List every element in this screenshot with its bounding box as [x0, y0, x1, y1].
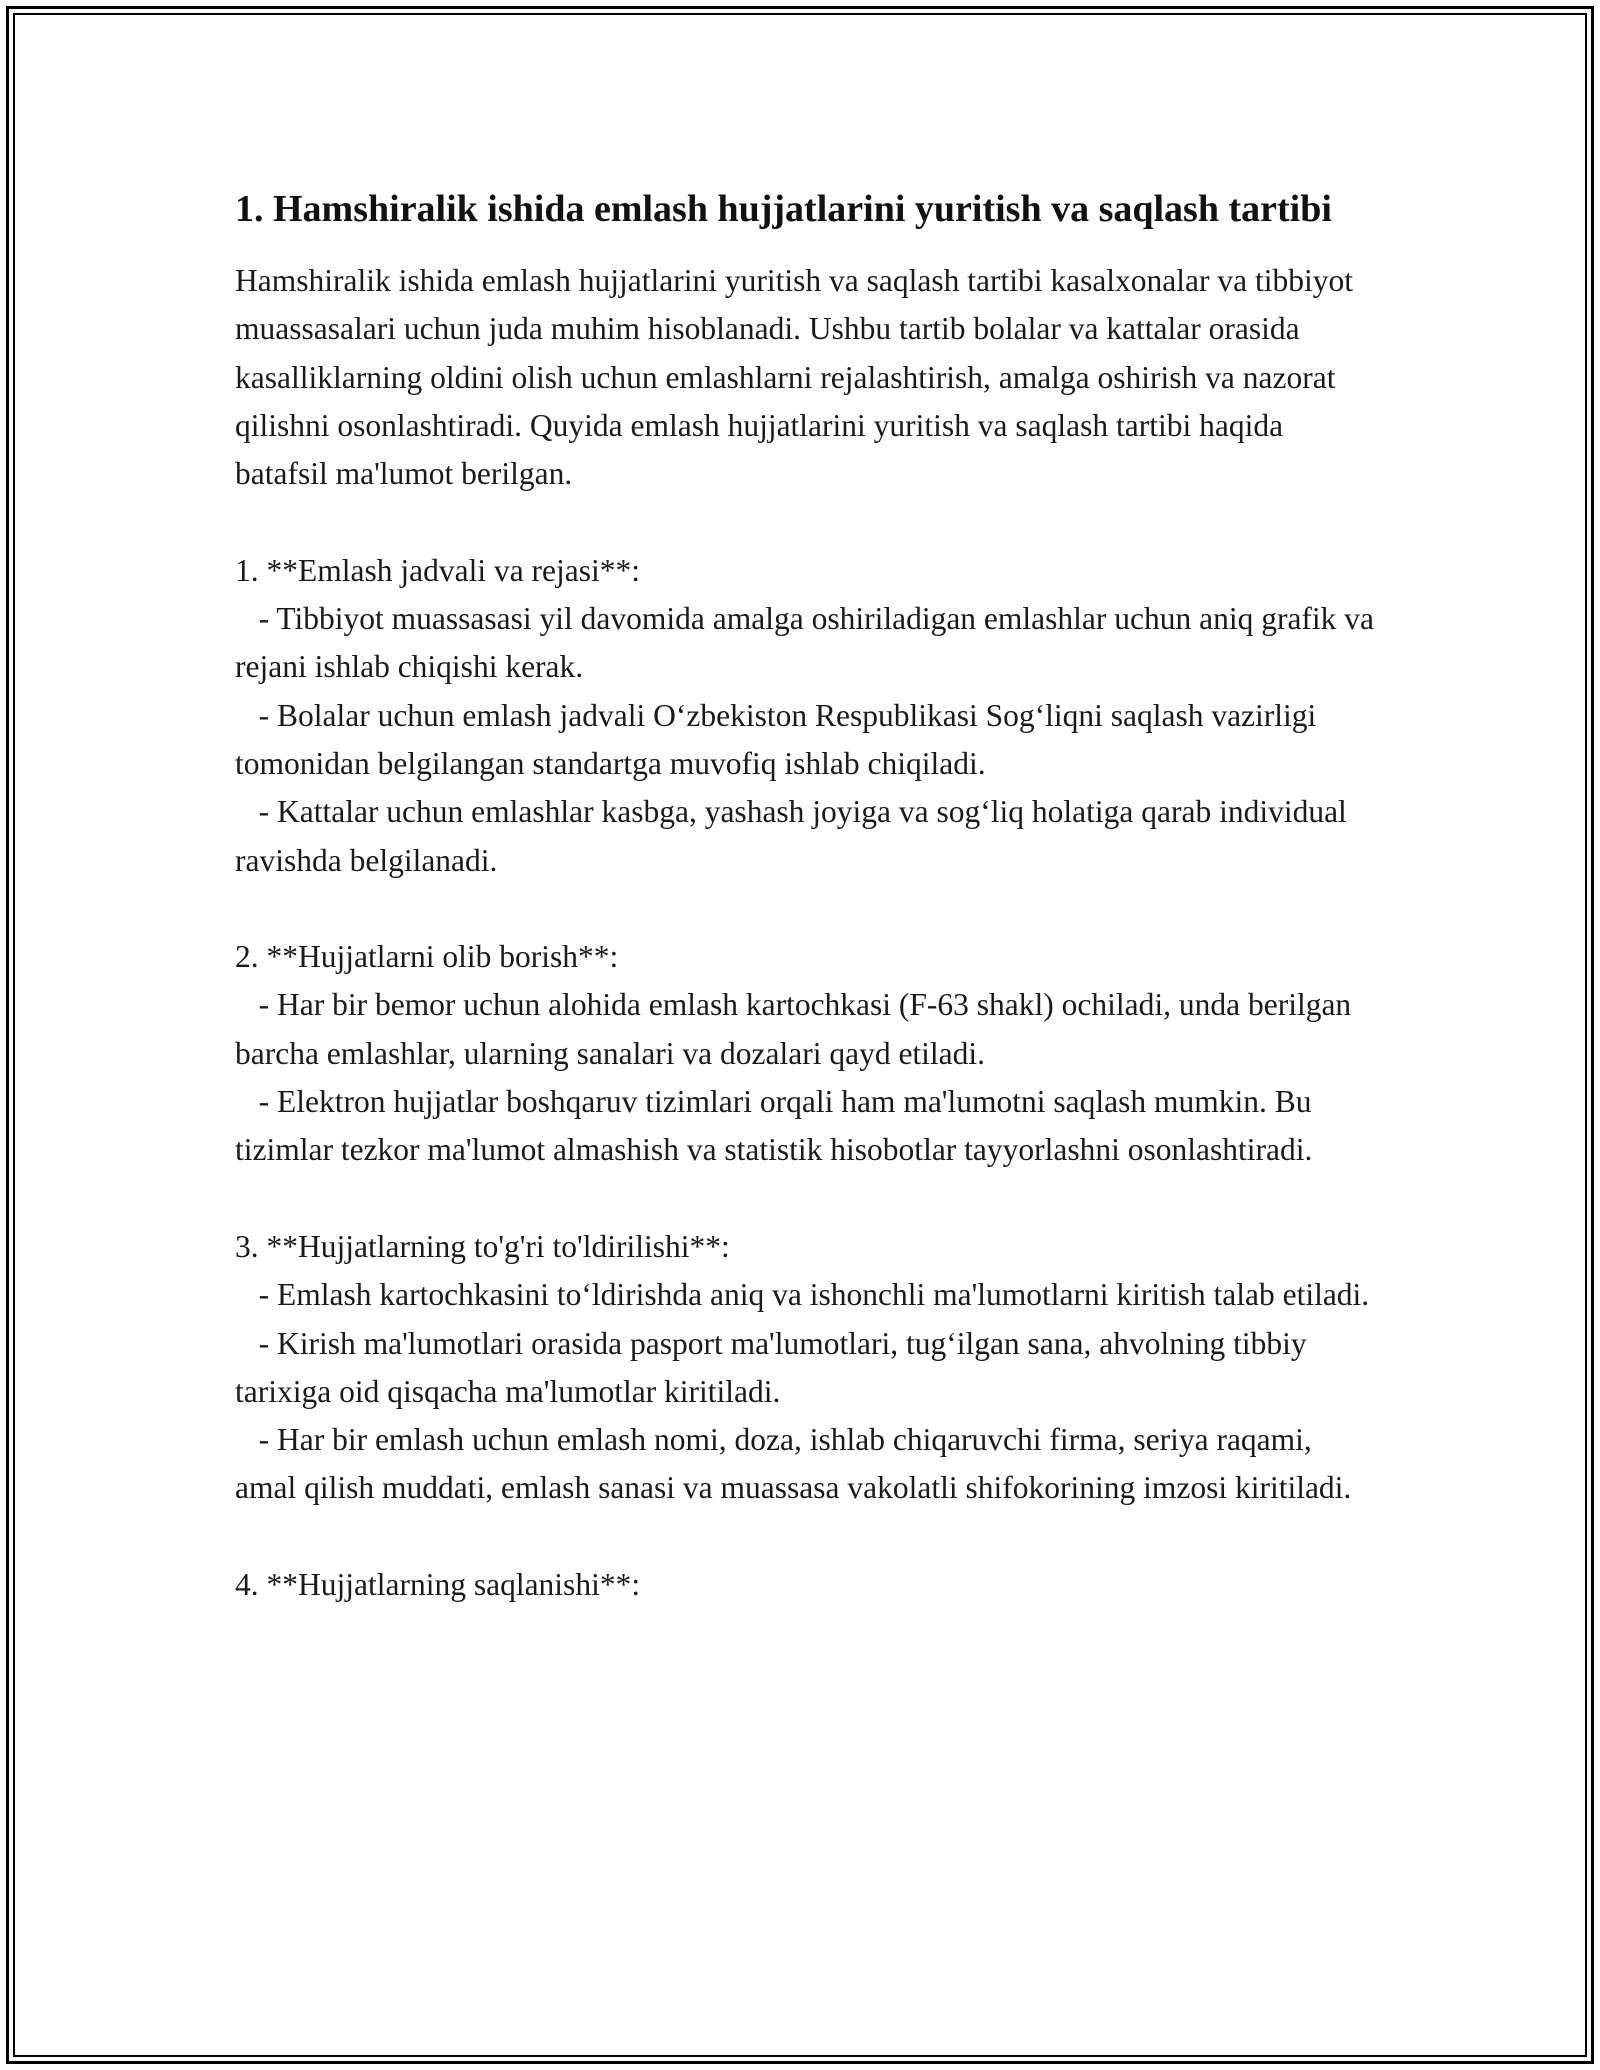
section-heading: 4. **Hujjatlarning saqlanishi**: — [235, 1567, 641, 1603]
section-heading: 3. **Hujjatlarning to'g'ri to'ldirilishi**: — [235, 1228, 730, 1264]
intro-paragraph: Hamshiralik ishida emlash hujjatlarini yuritish va saqlash tartibi kasalxonalar va tibbiyot muassasalari uchun juda muhim hisoblanadi. Ushbu tartib bolalar va kattalar orasida kasalliklarning oldini olish uchun emlashlarni rejalashtirish, amalga oshirish va nazorat qilishni osonlashtiradi. Quyida emlash hujjatlarini yuritish va saqlash tartibi haqida batafsil ma'lumot berilgan. — [235, 263, 1361, 492]
document-body — [235, 182, 1382, 1609]
spacer — [235, 885, 1375, 933]
section-item: - Elektron hujjatlar boshqaruv tizimlari orqali ham ma'lumotni saqlash mumkin. Bu tizimlar tezkor ma'lumot almashish va statistik hisobotlar tayyorlashni osonlashtiradi. — [235, 1084, 1320, 1168]
section-item: - Kirish ma'lumotlari orasida pasport ma'lumotlari, tug‘ilgan sana, ahvolning tibbiy tarixiga oid qisqacha ma'lumotlar kiritiladi. — [235, 1325, 1315, 1409]
section-item: - Kattalar uchun emlashlar kasbga, yashash joyiga va sog‘liq holatiga qarab individual ravishda belgilanadi. — [235, 794, 1355, 878]
section-heading: 2. **Hujjatlarni olib borish**: — [235, 939, 619, 975]
section-4 — [235, 1561, 1375, 1609]
document-title: 1. Hamshiralik ishida emlash hujjatlarini yuritish va saqlash tartibi — [235, 188, 1332, 230]
spacer — [235, 1513, 1375, 1561]
section-item: - Tibbiyot muassasasi yil davomida amalga oshiriladigan emlashlar uchun aniq grafik va rejani ishlab chiqishi kerak. — [235, 601, 1382, 685]
section-item: - Har bir bemor uchun alohida emlash kartochkasi (F-63 shakl) ochiladi, unda berilgan barcha emlashlar, ularning sanalari va dozalari qayd etiladi. — [235, 987, 1360, 1071]
spacer — [235, 1175, 1375, 1223]
section-2 — [235, 933, 1375, 1174]
section-1 — [235, 547, 1382, 885]
section-item: - Emlash kartochkasini to‘ldirishda aniq va ishonchli ma'lumotlarni kiritish talab etiladi. — [235, 1277, 1370, 1313]
section-item: - Bolalar uchun emlash jadvali O‘zbekiston Respublikasi Sog‘liqni saqlash vazirligi tomonidan belgilangan standartga muvofiq ishlab chiqiladi. — [235, 697, 1325, 781]
section-3 — [235, 1223, 1375, 1513]
spacer — [235, 498, 1375, 546]
section-heading: 1. **Emlash jadvali va rejasi**: — [235, 552, 641, 588]
section-item: - Har bir emlash uchun emlash nomi, doza, ishlab chiqaruvchi firma, seriya raqami, amal qilish muddati, emlash sanasi va muassasa vakolatli shifokorining imzosi kiritiladi. — [235, 1422, 1352, 1506]
